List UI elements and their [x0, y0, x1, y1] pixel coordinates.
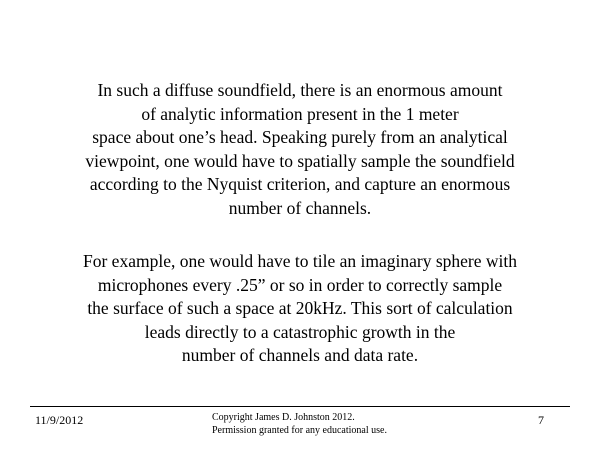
paragraph-1-line: space about one’s head. Speaking purely from an analytical [92, 127, 508, 147]
paragraph-1-line: number of channels. [228, 197, 372, 218]
paragraph-1-line: In such a diffuse soundfield, there is an enormous amount [97, 80, 503, 100]
paragraph-1-line: according to the Nyquist criterion, and capture an enormous [89, 174, 511, 194]
page-number: 7 [538, 413, 544, 427]
paragraph-2-line: For example, one would have to tile an imaginary sphere with [83, 251, 517, 271]
footer-copyright [212, 411, 387, 437]
paragraph-1-line: of analytic information present in the 1 meter [141, 103, 459, 124]
paragraph-2-line: leads directly to a catastrophic growth in the [144, 321, 456, 342]
permission-line: Permission granted for any educational use. [212, 425, 387, 436]
body-paragraph-1 [20, 79, 580, 220]
paragraph-2-line: number of channels and data rate. [181, 345, 419, 365]
paragraph-2-line: the surface of such a space at 20kHz. This sort of calculation [87, 298, 513, 318]
paragraph-1-line: viewpoint, one would have to spatially sample the soundfield [85, 150, 515, 171]
body-paragraph-2 [20, 250, 580, 368]
footer-divider [30, 406, 570, 407]
footer-date: 11/9/2012 [35, 413, 84, 427]
paragraph-2-line: microphones every .25” or so in order to correctly sample [97, 274, 503, 295]
copyright-line: Copyright James D. Johnston 2012. [212, 412, 355, 423]
